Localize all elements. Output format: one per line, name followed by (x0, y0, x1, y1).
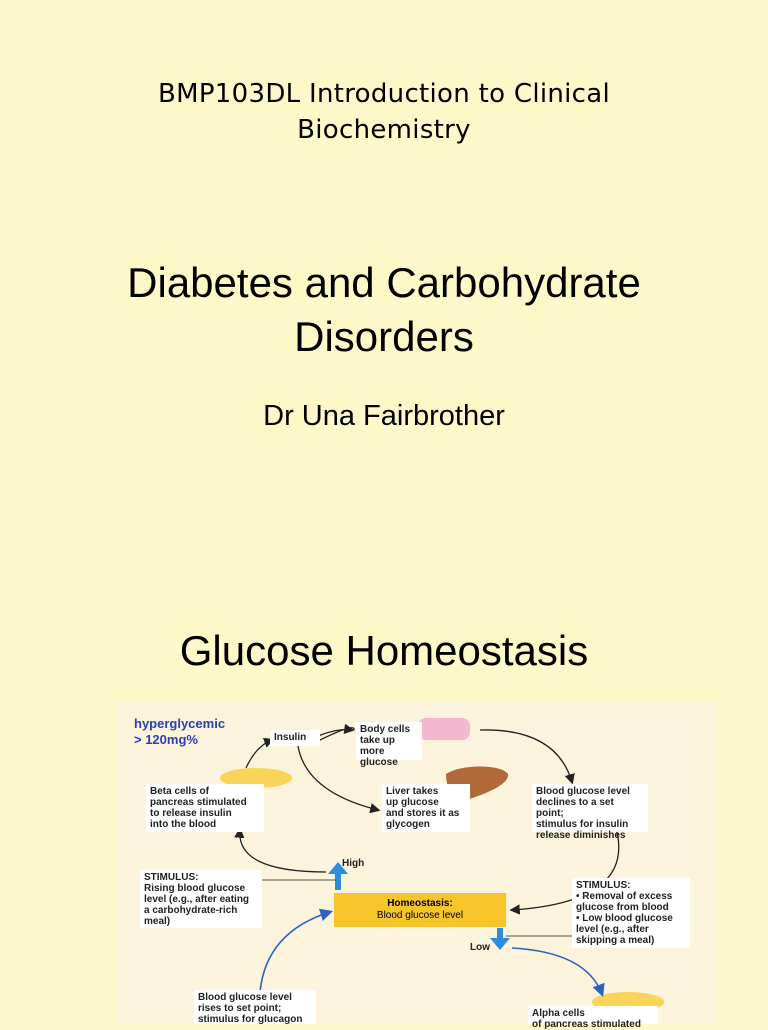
low-label: Low (470, 942, 490, 953)
alpha-cells-box: Alpha cells of pancreas stimulated (528, 1006, 658, 1024)
liver-box: Liver takes up glucose and stores it as glycogen (382, 784, 470, 832)
arrow-low-head (490, 938, 510, 950)
author-name: Dr Una Fairbrother (263, 400, 505, 432)
arrow-low-to-alpha (512, 948, 602, 994)
hyperglycemic-label: hyperglycemic > 120mg% (134, 716, 226, 747)
high-label: High (342, 858, 365, 869)
arrow-rises-to-homeostasis (260, 912, 330, 992)
decline-box: Blood glucose level declines to a set point; stimulus for insulin release diminishes (532, 784, 648, 832)
rises-box: Blood glucose level rises to set point; stimulus for glucagon (194, 990, 316, 1024)
body-cells-shape (418, 718, 470, 740)
section-title: Glucose Homeostasis (179, 627, 589, 674)
beta-cells-box: Beta cells of pancreas stimulated to release insulin into the blood (146, 784, 264, 832)
lecture-title-line-1: Diabetes and Carbohydrate (127, 259, 641, 306)
course-title-line-2: Biochemistry (297, 115, 471, 145)
stimulus-removal-box: STIMULUS: • Removal of excess glucose from blood • Low blood glucose level (e.g., after skipping a meal) (572, 878, 690, 948)
arrow-beta-to-insulin (246, 740, 272, 768)
insulin-label: Insulin (270, 730, 320, 746)
course-title-line-1: BMP103DL Introduction to Clinical (157, 79, 611, 109)
lecture-title (0, 256, 768, 364)
homeostasis-title: Homeostasis: (387, 898, 453, 909)
course-title (0, 76, 768, 148)
body-cells-box: Body cells take up more glucose (356, 722, 422, 760)
lecture-title-line-2: Disorders (294, 313, 474, 360)
homeostasis-subtitle: Blood glucose level (376, 910, 464, 921)
arrow-stimulus-to-beta (240, 830, 326, 872)
stimulus-rising-box: STIMULUS: Rising blood glucose level (e.g., after eating a carbohydrate-rich meal) (140, 870, 262, 928)
glucose-homeostasis-diagram (116, 702, 718, 1030)
homeostasis-box (334, 893, 506, 927)
